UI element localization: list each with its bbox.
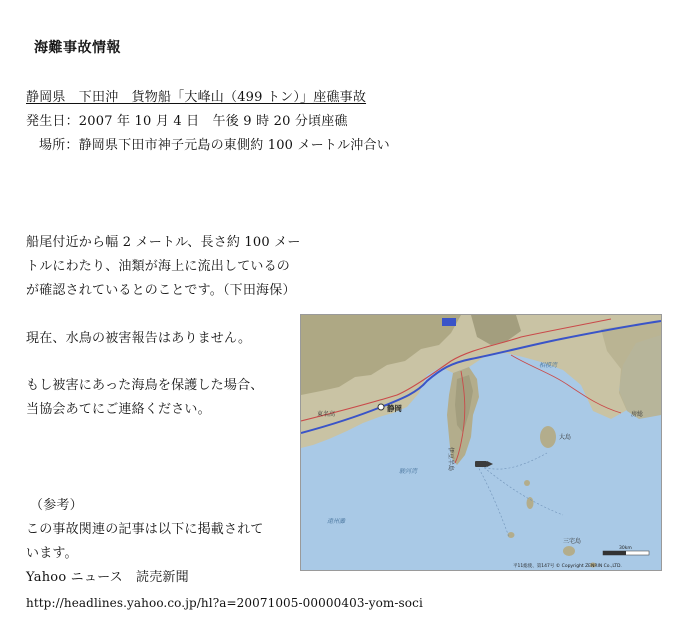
page-title: 海難事故情報 — [34, 40, 121, 56]
incident-title: 静岡県 下田沖 貨物船「大峰山（499 トン）」座礁事故 — [26, 90, 367, 105]
place-label-sea-right: 相模湾 — [539, 362, 558, 369]
city-label: 静岡 — [387, 404, 402, 413]
place-label-northwest: 東名高 — [317, 411, 336, 418]
contact-line: 当協会あてにご連絡ください。 — [26, 402, 211, 417]
place-label-peninsula: 伊豆半島 — [447, 447, 454, 472]
incident-location: 場所：静岡県下田市神子元島の東側約 100 メートル沖合い — [39, 138, 390, 153]
miyakejima-island — [563, 546, 575, 556]
niijima-island — [527, 497, 534, 509]
reference-label: （参考） — [30, 498, 83, 513]
reference-line: います。 — [26, 546, 78, 561]
landmark-marker — [442, 318, 456, 326]
description-line: トルにわたり、油類が海上に流出しているの — [26, 259, 291, 274]
bird-damage-status: 現在、水鳥の被害報告はありません。 — [26, 331, 252, 346]
place-label-oshima: 大島 — [559, 434, 572, 441]
place-label-miyake: 三宅島 — [563, 538, 582, 545]
contact-line: もし被害にあった海鳥を保護した場合、 — [26, 378, 264, 393]
description-line: が確認されているとのことです。（下田海保） — [26, 283, 296, 298]
scale-label: 30km — [619, 546, 632, 551]
map-graphic — [301, 315, 661, 570]
city-marker — [378, 404, 384, 410]
place-label-east-coast: 房総 — [631, 411, 644, 418]
incident-map — [300, 314, 662, 571]
place-label-bay: 駿河湾 — [399, 468, 418, 475]
reference-line: この事故関連の記事は以下に掲載されて — [26, 522, 264, 537]
oshima-island — [540, 426, 556, 448]
article-link[interactable]: http://headlines.yahoo.co.jp/hl?a=20071005-00000403-yom-soci — [26, 596, 423, 610]
toshima-island — [524, 480, 530, 486]
description-line: 船尾付近から幅 2 メートル、長さ約 100 メー — [26, 235, 301, 250]
news-source: Yahoo ニュース 読売新聞 — [26, 570, 189, 585]
place-label-sea-left: 遠州灘 — [327, 518, 346, 525]
map-credit: 平11総使、第147号 © Copyright ZENRIN Co.,LTD. — [513, 564, 622, 569]
incident-date: 発生日：2007 年 10 月 4 日 午後 9 時 20 分頃座礁 — [26, 114, 348, 129]
